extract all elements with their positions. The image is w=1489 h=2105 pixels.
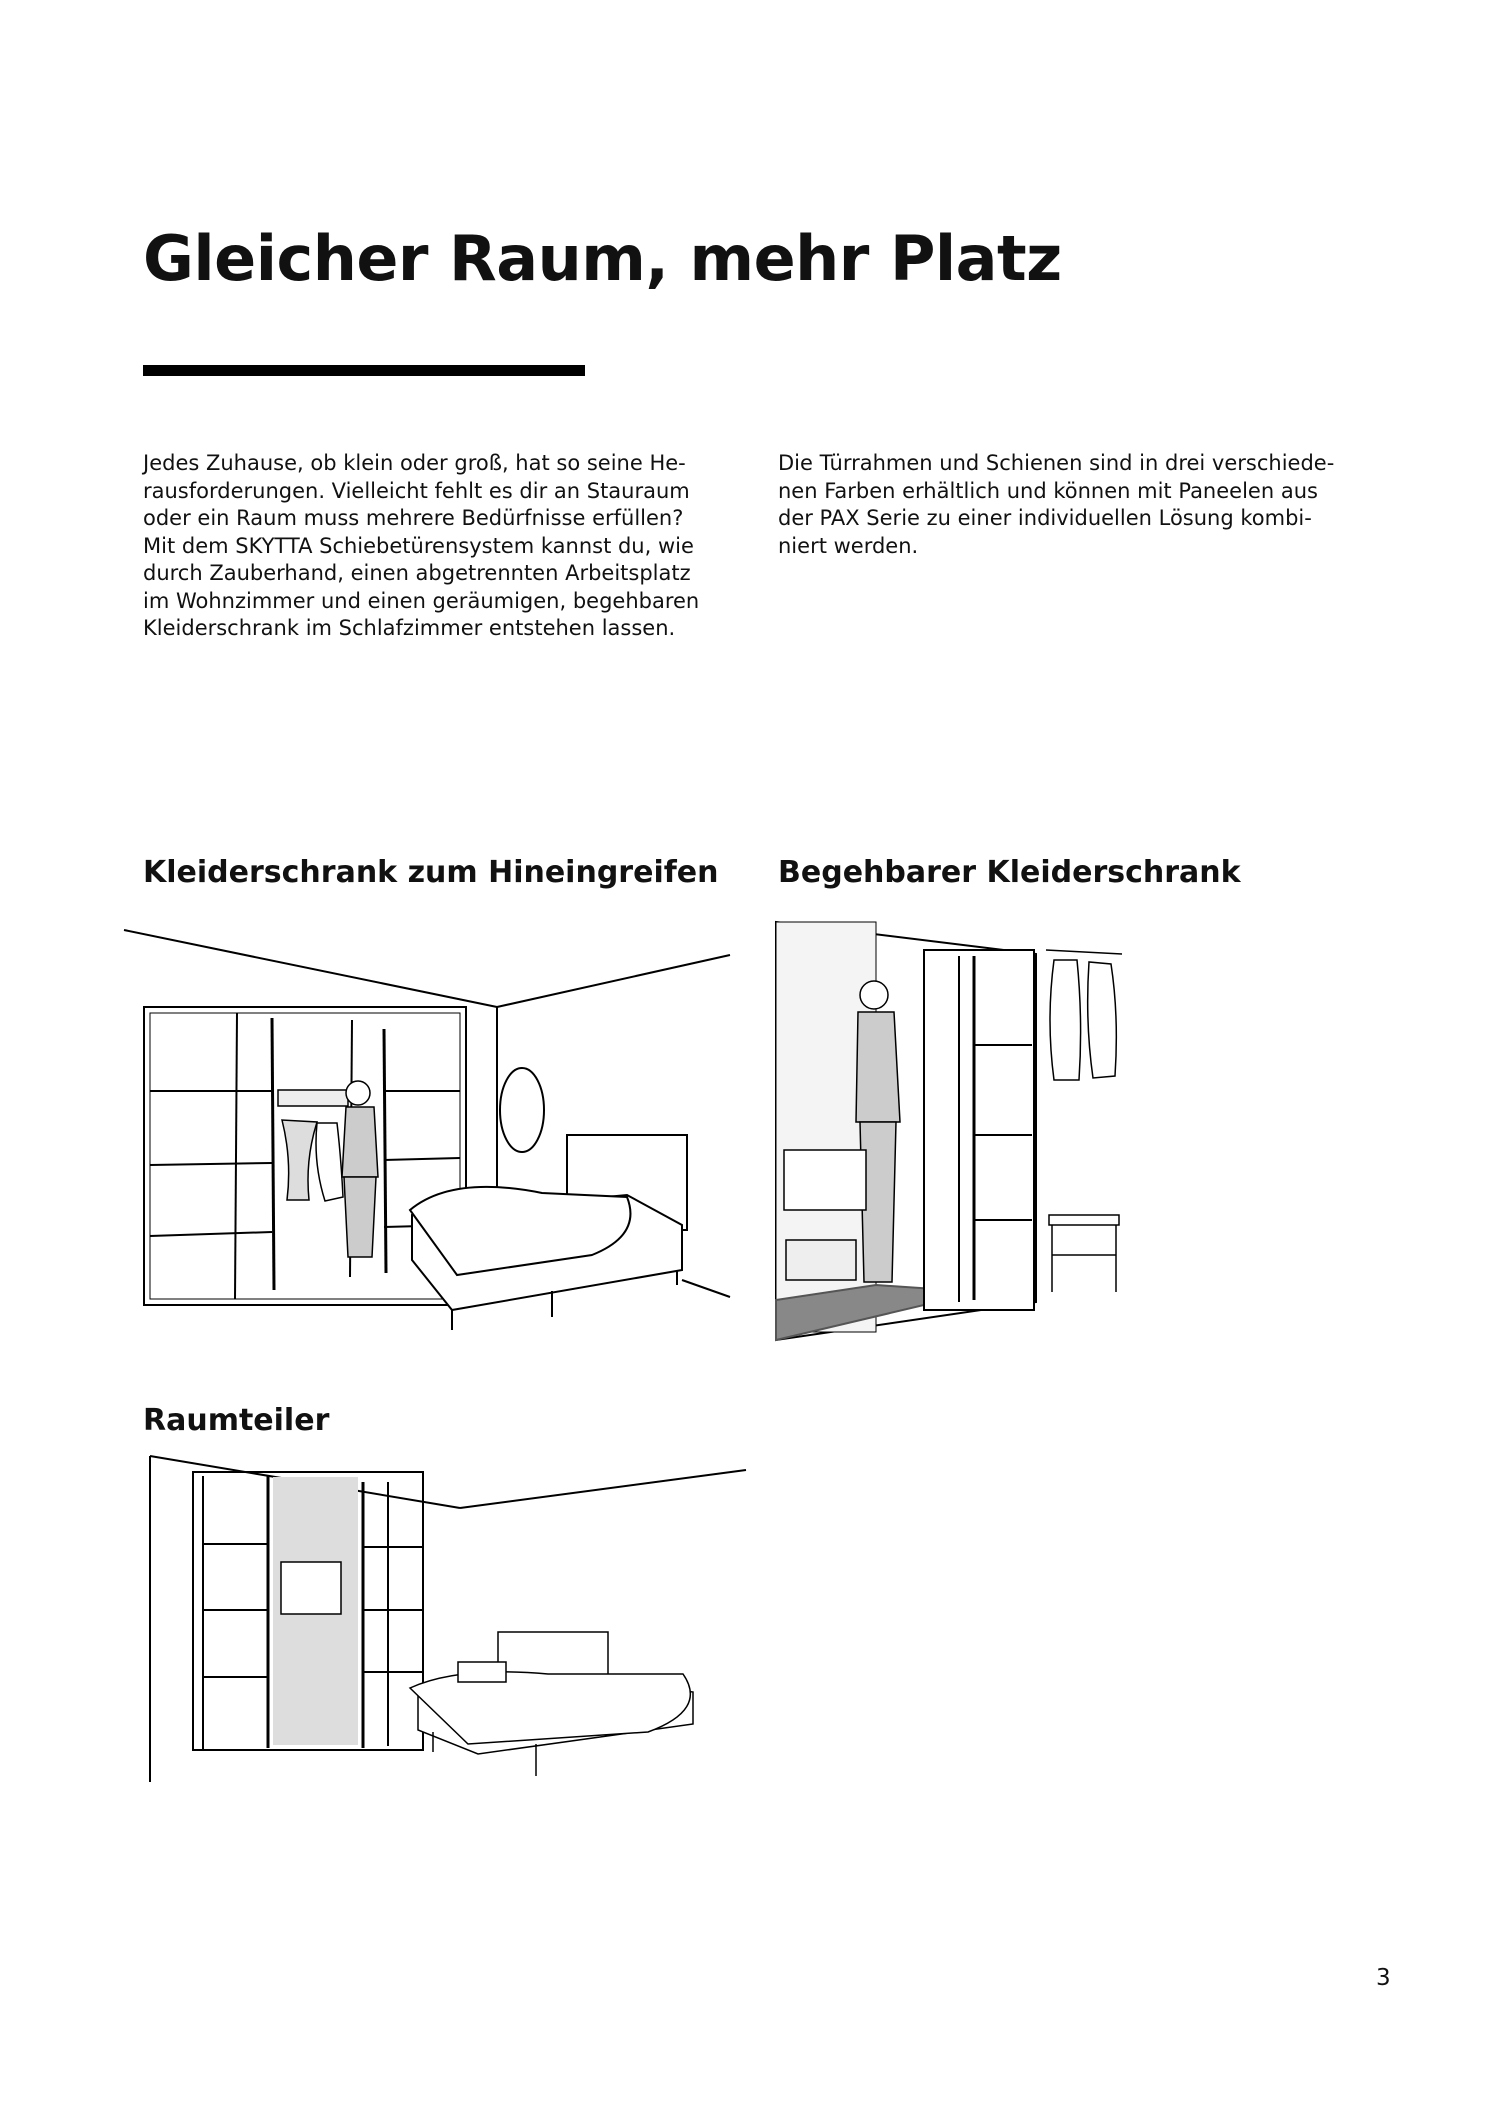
- bed-frame: [410, 1135, 687, 1330]
- round-mirror: [500, 1068, 544, 1152]
- heading-walk-in-wardrobe: Begehbarer Kleiderschrank: [778, 855, 1241, 890]
- reach-in-wardrobe-illustration: [122, 925, 732, 1355]
- heading-reach-in-wardrobe: Kleiderschrank zum Hineingreifen: [143, 855, 719, 890]
- person-figure: [856, 981, 900, 1282]
- bed-frame: [410, 1632, 693, 1776]
- heading-room-divider: Raumteiler: [143, 1403, 330, 1438]
- intro-paragraph-right: Die Türrahmen und Schienen sind in drei verschiede- nen Farben erhältlich und können mit Paneelen aus der PAX Serie zu einer individuellen Lösung kombi- niert werden.: [778, 451, 1335, 558]
- title-underline: [143, 365, 585, 376]
- page-number: 3: [1376, 1965, 1391, 1991]
- wardrobe-doors: [924, 950, 1034, 1310]
- page-title: Gleicher Raum, mehr Platz: [143, 222, 1062, 295]
- shoe-bench: [1049, 1215, 1119, 1292]
- intro-paragraph-left: Jedes Zuhause, ob klein oder groß, hat so seine He- rausforderungen. Vielleicht fehlt es dir an Stauraum oder ein Raum muss mehrere Bedürfnisse erfüllen? Mit dem SKYTTA Schiebetürensystem kannst du, wie durch Zauberhand, einen abgetrennten Arbeitsplatz im Wohnzimmer und einen geräumigen, begehbaren Kleiderschrank im Schlafzimmer entstehen lassen.: [143, 451, 700, 640]
- walk-in-wardrobe-illustration: [774, 920, 1160, 1348]
- wall-coat-rack: [1046, 950, 1122, 1080]
- person-figure: [342, 1081, 378, 1257]
- framed-picture: [281, 1562, 341, 1614]
- hanging-clothes: [278, 1090, 348, 1201]
- room-divider-illustration: [148, 1452, 748, 1792]
- bedside-table: [458, 1662, 506, 1682]
